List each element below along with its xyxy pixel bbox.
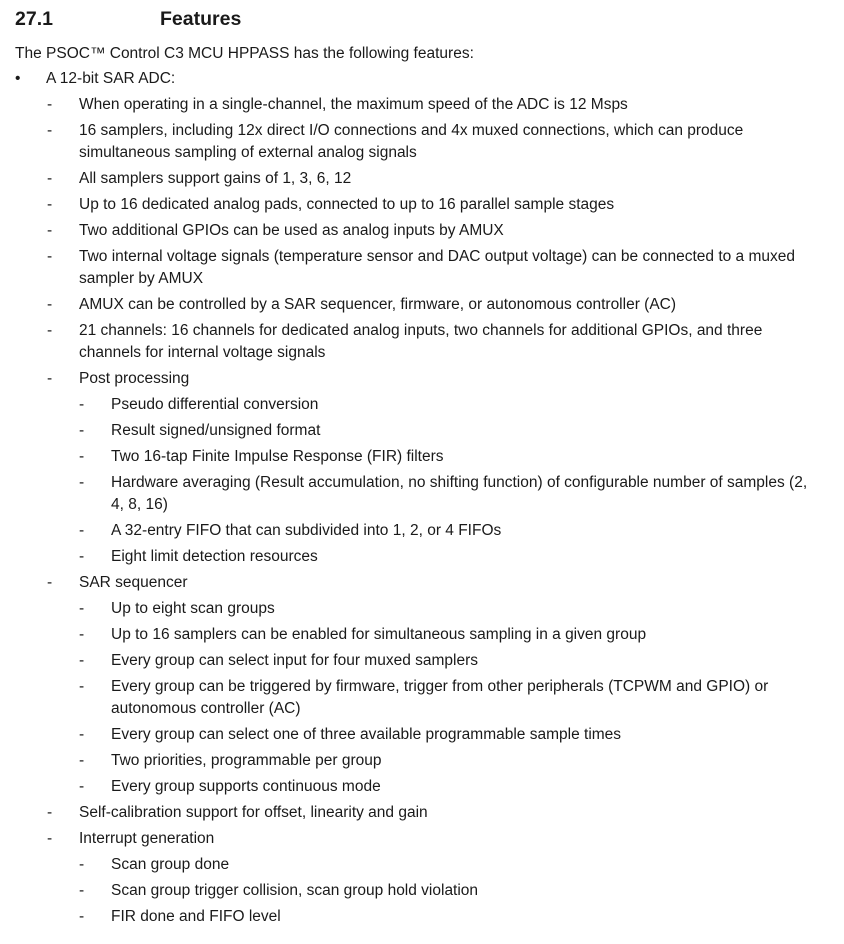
dash-marker: - xyxy=(79,600,85,617)
list-item-text: Every group can select one of three available programmable sample times xyxy=(111,726,622,743)
list-item-text: Hardware averaging (Result accumulation, no shifting function) of configurable number of samples (2, 4, 8, 16) xyxy=(111,474,808,513)
list-item-text: SAR sequencer xyxy=(79,574,188,591)
dash-marker: - xyxy=(79,726,85,743)
dash-marker: - xyxy=(47,96,53,113)
dash-marker: - xyxy=(47,122,53,139)
list-item xyxy=(0,906,844,928)
dash-marker: - xyxy=(79,474,85,491)
list-item-text: A 32-entry FIFO that can subdivided into 1, 2, or 4 FIFOs xyxy=(111,522,502,539)
dash-marker: - xyxy=(47,370,53,387)
dash-marker: - xyxy=(47,170,53,187)
feature-list xyxy=(0,68,844,932)
list-item-text: Interrupt generation xyxy=(79,830,215,847)
list-item-text: Eight limit detection resources xyxy=(111,548,318,565)
list-item xyxy=(0,294,844,316)
list-item xyxy=(0,546,844,568)
list-item xyxy=(0,220,844,242)
list-item-text: Scan group done xyxy=(111,856,230,873)
list-item xyxy=(0,676,844,720)
dash-marker: - xyxy=(79,856,85,873)
intro-paragraph: The PSOC™ Control C3 MCU HPPASS has the following features: xyxy=(15,45,474,62)
list-item-text: Post processing xyxy=(79,370,190,387)
dash-marker: - xyxy=(47,322,53,339)
section-number: 27.1 xyxy=(15,8,53,30)
dash-marker: - xyxy=(79,396,85,413)
list-item xyxy=(0,880,844,902)
list-item-text: Pseudo differential conversion xyxy=(111,396,319,413)
dash-marker: - xyxy=(79,548,85,565)
dash-marker: - xyxy=(47,222,53,239)
dash-marker: - xyxy=(79,882,85,899)
dash-marker: - xyxy=(47,574,53,591)
section-heading xyxy=(15,6,241,32)
list-item xyxy=(0,472,844,516)
list-item-text: Up to 16 dedicated analog pads, connected to up to 16 parallel sample stages xyxy=(79,196,615,213)
list-item xyxy=(0,572,844,594)
list-item xyxy=(0,368,844,390)
list-item xyxy=(0,446,844,468)
list-item xyxy=(0,724,844,746)
dash-marker: - xyxy=(79,422,85,439)
bullet-marker: • xyxy=(15,70,21,87)
list-item xyxy=(0,854,844,876)
list-item xyxy=(0,520,844,542)
list-item-text: Result signed/unsigned format xyxy=(111,422,321,439)
list-item xyxy=(0,624,844,646)
list-item-text: Two internal voltage signals (temperature sensor and DAC output voltage) can be connected to a muxed sampler by AMUX xyxy=(79,248,795,287)
list-item-text: Every group supports continuous mode xyxy=(111,778,381,795)
list-item xyxy=(0,94,844,116)
dash-marker: - xyxy=(79,652,85,669)
list-item-text: Two 16-tap Finite Impulse Response (FIR) filters xyxy=(111,448,444,465)
list-item xyxy=(0,394,844,416)
list-item xyxy=(0,750,844,772)
list-item xyxy=(0,776,844,798)
dash-marker: - xyxy=(79,678,85,695)
dash-marker: - xyxy=(79,908,85,925)
dash-marker: - xyxy=(47,804,53,821)
list-item-text: A 12-bit SAR ADC: xyxy=(46,70,176,87)
list-item-text: Every group can be triggered by firmware, trigger from other peripherals (TCPWM and GPIO) or autonomous controller (AC) xyxy=(111,678,769,717)
list-item xyxy=(0,120,844,164)
list-item-text: Self-calibration support for offset, linearity and gain xyxy=(79,804,428,821)
dash-marker: - xyxy=(47,830,53,847)
list-item-text: Up to eight scan groups xyxy=(111,600,275,617)
dash-marker: - xyxy=(47,248,53,265)
list-item xyxy=(0,598,844,620)
list-item xyxy=(0,650,844,672)
dash-marker: - xyxy=(47,196,53,213)
list-item-text: Two additional GPIOs can be used as analog inputs by AMUX xyxy=(79,222,504,239)
list-item xyxy=(0,168,844,190)
dash-marker: - xyxy=(79,778,85,795)
list-item xyxy=(0,194,844,216)
dash-marker: - xyxy=(79,522,85,539)
list-item xyxy=(0,68,844,90)
list-item xyxy=(0,828,844,850)
dash-marker: - xyxy=(47,296,53,313)
list-item-text: All samplers support gains of 1, 3, 6, 12 xyxy=(79,170,352,187)
list-item-text: AMUX can be controlled by a SAR sequencer, firmware, or autonomous controller (AC) xyxy=(79,296,677,313)
dash-marker: - xyxy=(79,626,85,643)
dash-marker: - xyxy=(79,752,85,769)
list-item xyxy=(0,802,844,824)
list-item-text: 16 samplers, including 12x direct I/O connections and 4x muxed connections, which can produce simultaneous sampling of external analog signals xyxy=(79,122,744,161)
list-item-text: 21 channels: 16 channels for dedicated analog inputs, two channels for additional GPIOs, and three channels for internal voltage signals xyxy=(79,322,763,361)
list-item-text: Scan group trigger collision, scan group hold violation xyxy=(111,882,479,899)
list-item xyxy=(0,320,844,364)
dash-marker: - xyxy=(79,448,85,465)
list-item-text: Up to 16 samplers can be enabled for simultaneous sampling in a given group xyxy=(111,626,647,643)
list-item xyxy=(0,420,844,442)
list-item-text: When operating in a single-channel, the maximum speed of the ADC is 12 Msps xyxy=(79,96,628,113)
list-item-text: Two priorities, programmable per group xyxy=(111,752,382,769)
list-item-text: Every group can select input for four muxed samplers xyxy=(111,652,479,669)
list-item xyxy=(0,246,844,290)
list-item-text: FIR done and FIFO level xyxy=(111,908,281,925)
section-title: Features xyxy=(160,8,242,30)
